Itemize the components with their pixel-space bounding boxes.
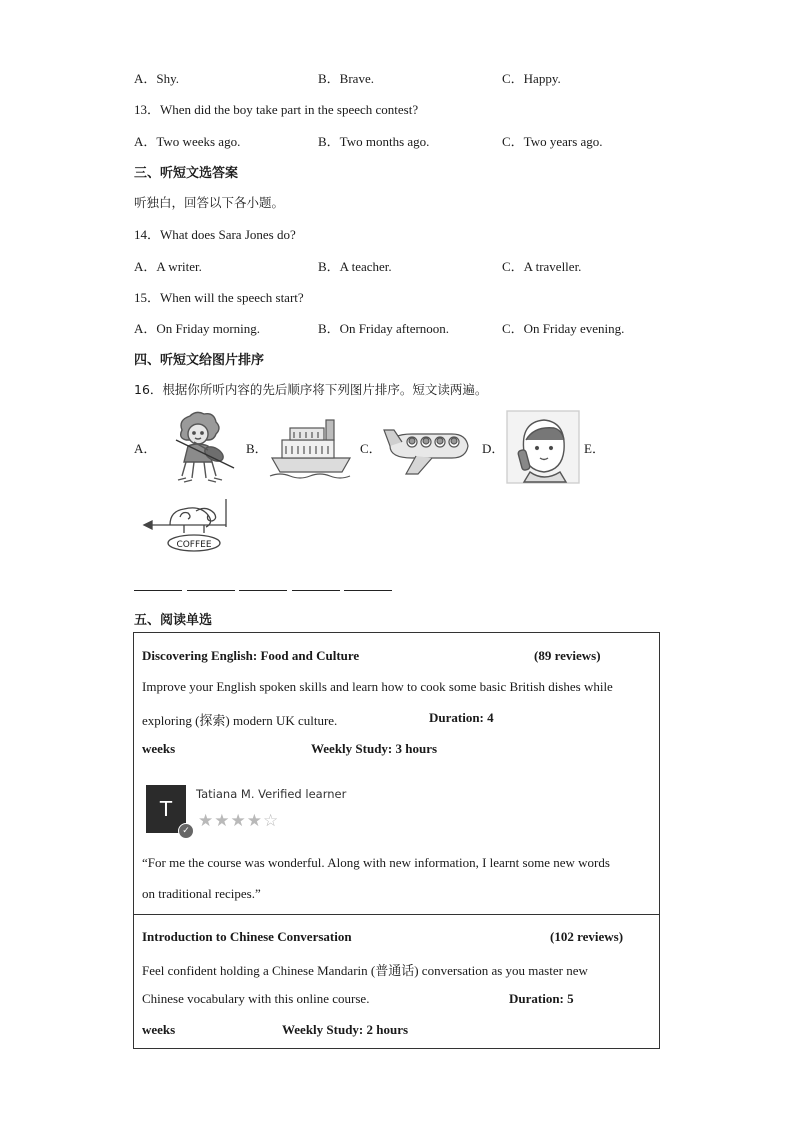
learner-review-card (146, 783, 346, 841)
q13-option-a: A．Two weeks ago. (134, 134, 241, 149)
q16-question: 16．根据你所听内容的先后顺序将下列图片排序。短文读两遍。 (134, 382, 488, 397)
course1-quote-line2: on traditional recipes.” (142, 886, 261, 901)
course1-duration-unit: weeks (142, 741, 176, 756)
q12-option-c: C．Happy. (502, 71, 561, 86)
picture-label-e: E． (584, 441, 605, 456)
course2-reviews: (102 reviews) (550, 929, 624, 944)
q14-question: 14．What does Sara Jones do? (134, 227, 296, 242)
answer-blank-5[interactable] (344, 590, 392, 591)
verified-check-icon: ✓ (178, 823, 194, 839)
course1-quote-line1: “For me the course was wonderful. Along with new information, I learnt some new words (142, 855, 610, 870)
course2-title: Introduction to Chinese Conversation (142, 929, 352, 944)
course2-duration-unit: weeks (142, 1022, 176, 1037)
picture-label-c: C． (360, 441, 382, 456)
ship-picture (268, 416, 354, 482)
q12-options (134, 68, 694, 86)
course2-desc-line2: Chinese vocabulary with this online course. (142, 991, 370, 1006)
q13-question: 13．When did the boy take part in the speech contest? (134, 102, 419, 117)
rating-stars: ★★★★☆ (198, 811, 280, 831)
picture-label-d: D． (482, 441, 505, 456)
coffee-sign-picture (140, 497, 236, 561)
course1-desc-line1: Improve your English spoken skills and learn how to cook some basic British dishes while (142, 679, 613, 694)
q15-option-c: C．On Friday evening. (502, 321, 625, 336)
course1-desc-line2: exploring (探索) modern UK culture. (142, 713, 338, 728)
course2-weekly-study: Weekly Study: 2 hours (282, 1022, 409, 1037)
table-divider (134, 914, 659, 915)
answer-blank-4[interactable] (292, 590, 340, 591)
q14-option-c: C．A traveller. (502, 259, 582, 274)
q14-option-b: B．A teacher. (318, 259, 392, 274)
course2-desc-line1: Feel confident holding a Chinese Mandarin (普通话) conversation as you master new (142, 963, 588, 978)
answer-blank-1[interactable] (134, 590, 182, 591)
course2-duration: Duration: 5 (509, 991, 574, 1006)
course1-title: Discovering English: Food and Culture (142, 648, 360, 663)
section4-title: 四、听短文给图片排序 (134, 353, 265, 368)
picture-label-a: A． (134, 441, 157, 456)
section5-title: 五、阅读单选 (134, 613, 213, 628)
q13-option-c: C．Two years ago. (502, 134, 603, 149)
q13-options (134, 131, 694, 149)
course1-reviews: (89 reviews) (534, 648, 601, 663)
course1-weekly-study: Weekly Study: 3 hours (311, 741, 438, 756)
q15-question: 15．When will the speech start? (134, 290, 304, 305)
q12-option-b: B．Brave. (318, 71, 374, 86)
q14-option-a: A．A writer. (134, 259, 202, 274)
q15-option-a: A．On Friday morning. (134, 321, 261, 336)
picture-label-b: B． (246, 441, 268, 456)
q15-options (134, 318, 694, 336)
q14-options (134, 256, 694, 274)
section3-title: 三、听短文选答案 (134, 166, 239, 181)
course1-duration: Duration: 4 (429, 710, 494, 725)
q15-option-b: B．On Friday afternoon. (318, 321, 450, 336)
learner-name: Tatiana M. Verified learner (196, 787, 347, 801)
coffee-sign-text: COFFEE (176, 540, 212, 550)
answer-blank-2[interactable] (187, 590, 235, 591)
answer-blank-3[interactable] (239, 590, 287, 591)
section3-instruction: 听独白，回答以下各小题。 (134, 195, 285, 210)
q13-option-b: B．Two months ago. (318, 134, 430, 149)
q12-option-a: A．Shy. (134, 71, 180, 86)
airplane-picture (382, 418, 472, 478)
phone-call-picture (506, 410, 580, 484)
boy-violin-picture (156, 410, 240, 486)
courses-table (133, 632, 660, 1049)
avatar: T (146, 785, 186, 833)
